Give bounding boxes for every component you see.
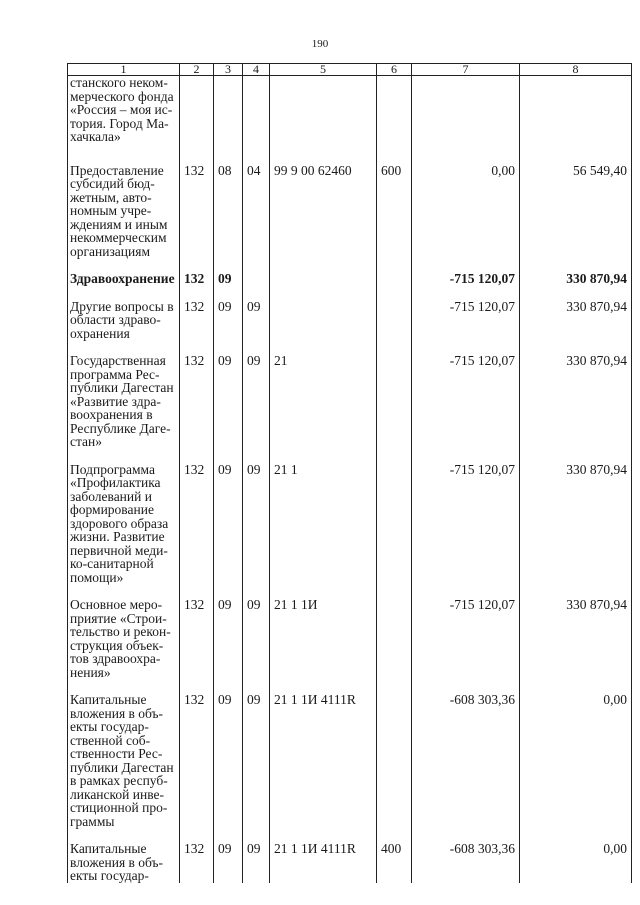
- chapter-code-cell: 08: [214, 144, 243, 259]
- chapter-code-cell: 09: [214, 340, 243, 449]
- row-name-cell: [68, 76, 180, 144]
- row-name-line: ликанской инве-: [70, 786, 164, 802]
- amount-change-cell: -715 120,07: [412, 340, 520, 449]
- row-name-line: Здравоохранение: [70, 271, 175, 286]
- budget-table: [67, 63, 632, 883]
- amount-change-cell: -608 303,36: [412, 828, 520, 883]
- amount-total-cell: 0,00: [520, 679, 632, 828]
- row-name-line: Другие вопросы в: [70, 298, 174, 314]
- target-article-cell: 99 9 00 62460: [270, 144, 377, 259]
- section-code-cell: 132: [180, 449, 214, 585]
- expense-type-cell: [377, 584, 412, 679]
- subsection-code-cell: 04: [243, 144, 270, 259]
- row-name-cell: [68, 258, 180, 286]
- row-name-line: ственной соб-: [70, 732, 151, 748]
- table-row: [68, 828, 632, 883]
- target-article-cell: 21 1: [270, 449, 377, 585]
- row-name-line: тов здравоохра-: [70, 651, 161, 666]
- row-name-line: Капитальные: [70, 841, 147, 856]
- row-name-line: хачкала»: [70, 129, 121, 144]
- row-name-line: здорового образа: [70, 515, 169, 531]
- expense-type-cell: [377, 258, 412, 286]
- row-name-line: тельство и рекон-: [70, 624, 171, 639]
- subsection-code-cell: 09: [243, 584, 270, 679]
- section-code-cell: 132: [180, 286, 214, 341]
- row-name-line: екты государ-: [70, 868, 149, 883]
- target-article-cell: 21 1 1И 4111R: [270, 828, 377, 883]
- subsection-code-cell: 09: [243, 679, 270, 828]
- section-code-cell: 132: [180, 340, 214, 449]
- row-name-line: Республике Даге-: [70, 420, 171, 436]
- row-name-line: ственности Рес-: [70, 746, 163, 761]
- table-body: [68, 76, 632, 883]
- subsection-code-cell: 09: [243, 828, 270, 883]
- row-name-line: программа Рес-: [70, 366, 160, 382]
- subsection-code-cell: [243, 258, 270, 286]
- expense-type-cell: [377, 679, 412, 828]
- row-name-line: ждениям и иным: [70, 216, 168, 232]
- row-name-line: некоммерческим: [70, 230, 167, 245]
- row-name-line: жетным, авто-: [70, 189, 152, 205]
- expense-type-cell: [377, 340, 412, 449]
- amount-change-cell: -715 120,07: [412, 258, 520, 286]
- row-name-cell: [68, 584, 180, 679]
- row-name-line: заболеваний и: [70, 488, 152, 504]
- column-header: 1: [68, 64, 180, 76]
- row-name-line: стан»: [70, 434, 103, 449]
- row-name-line: нения»: [70, 664, 111, 680]
- section-code-cell: 132: [180, 144, 214, 259]
- target-article-cell: 21: [270, 340, 377, 449]
- header-row: [68, 64, 632, 76]
- chapter-code-cell: 09: [214, 679, 243, 828]
- row-name-line: охранения: [70, 325, 130, 341]
- table-row: [68, 144, 632, 259]
- row-name-line: «Развитие здра-: [70, 393, 161, 409]
- row-name-line: организациям: [70, 243, 151, 259]
- target-article-cell: [270, 286, 377, 341]
- section-code-cell: 132: [180, 258, 214, 286]
- amount-total-cell: 330 870,94: [520, 584, 632, 679]
- table-row: [68, 584, 632, 679]
- row-name-cell: [68, 286, 180, 341]
- row-name-line: жизни. Развитие: [70, 529, 165, 544]
- subsection-code-cell: [243, 76, 270, 144]
- column-header: 4: [243, 64, 270, 76]
- row-name-line: екты государ-: [70, 719, 149, 734]
- chapter-code-cell: 09: [214, 584, 243, 679]
- target-article-cell: 21 1 1И: [270, 584, 377, 679]
- table-row: [68, 340, 632, 449]
- amount-change-cell: -608 303,36: [412, 679, 520, 828]
- section-code-cell: 132: [180, 828, 214, 883]
- amount-total-cell: 56 549,40: [520, 144, 632, 259]
- row-name-line: помощи»: [70, 569, 124, 585]
- column-header: 6: [377, 64, 412, 76]
- amount-total-cell: 330 870,94: [520, 340, 632, 449]
- row-name-cell: [68, 144, 180, 259]
- table-row: [68, 449, 632, 585]
- row-name-line: вложения в объ-: [70, 854, 164, 870]
- expense-type-cell: [377, 449, 412, 585]
- target-article-cell: [270, 76, 377, 144]
- row-name-line: тория. Город Ма-: [70, 115, 169, 131]
- column-header: 8: [520, 64, 632, 76]
- row-name-line: Капитальные: [70, 692, 147, 707]
- table-row: [68, 679, 632, 828]
- amount-total-cell: 0,00: [520, 828, 632, 883]
- table-row: [68, 258, 632, 286]
- amount-change-cell: 0,00: [412, 144, 520, 259]
- column-header: 5: [270, 64, 377, 76]
- row-name-line: Государственная: [70, 353, 166, 368]
- chapter-code-cell: [214, 76, 243, 144]
- row-name-line: воохранения в: [70, 407, 153, 422]
- row-name-line: Подпрограмма: [70, 461, 155, 477]
- row-name-line: в рамках респуб-: [70, 773, 168, 788]
- table-row: [68, 286, 632, 341]
- target-article-cell: [270, 258, 377, 286]
- row-name-line: первичной меди-: [70, 542, 168, 558]
- amount-total-cell: 330 870,94: [520, 258, 632, 286]
- row-name-cell: [68, 828, 180, 883]
- subsection-code-cell: 09: [243, 340, 270, 449]
- section-code-cell: 132: [180, 584, 214, 679]
- amount-change-cell: [412, 76, 520, 144]
- row-name-line: субсидий бюд-: [70, 176, 155, 191]
- amount-total-cell: 330 870,94: [520, 449, 632, 585]
- expense-type-cell: [377, 286, 412, 341]
- row-name-line: публики Дагестан: [70, 759, 174, 775]
- target-article-cell: 21 1 1И 4111R: [270, 679, 377, 828]
- row-name-cell: [68, 679, 180, 828]
- row-name-line: граммы: [70, 813, 115, 829]
- row-name-line: стиционной про-: [70, 800, 168, 815]
- row-name-line: номным учре-: [70, 203, 152, 218]
- page-number: 190: [311, 38, 329, 50]
- subsection-code-cell: 09: [243, 286, 270, 341]
- row-name-cell: [68, 340, 180, 449]
- section-code-cell: 132: [180, 679, 214, 828]
- row-name-line: вложения в объ-: [70, 705, 164, 721]
- row-name-line: области здраво-: [70, 312, 161, 327]
- chapter-code-cell: 09: [214, 286, 243, 341]
- row-name-line: приятие «Строи-: [70, 610, 167, 626]
- expense-type-cell: 400: [377, 828, 412, 883]
- row-name-line: Предоставление: [70, 162, 164, 178]
- section-code-cell: [180, 76, 214, 144]
- amount-total-cell: 330 870,94: [520, 286, 632, 341]
- row-name-line: «Россия – моя ис-: [70, 102, 173, 117]
- row-name-line: формирование: [70, 502, 154, 517]
- amount-change-cell: -715 120,07: [412, 449, 520, 585]
- expense-type-cell: [377, 76, 412, 144]
- table-row: [68, 76, 632, 144]
- expense-type-cell: 600: [377, 144, 412, 259]
- row-name-line: мерческого фонда: [70, 88, 174, 104]
- row-name-line: станского неком-: [70, 75, 168, 90]
- row-name-cell: [68, 449, 180, 585]
- row-name-line: струкция объек-: [70, 637, 164, 653]
- column-header: 3: [214, 64, 243, 76]
- row-name-line: ко-санитарной: [70, 556, 154, 571]
- chapter-code-cell: 09: [214, 258, 243, 286]
- column-header: 7: [412, 64, 520, 76]
- amount-total-cell: [520, 76, 632, 144]
- column-header: 2: [180, 64, 214, 76]
- row-name-line: публики Дагестан: [70, 380, 174, 395]
- subsection-code-cell: 09: [243, 449, 270, 585]
- row-name-line: «Профилактика: [70, 475, 161, 490]
- amount-change-cell: -715 120,07: [412, 286, 520, 341]
- chapter-code-cell: 09: [214, 449, 243, 585]
- chapter-code-cell: 09: [214, 828, 243, 883]
- row-name-line: Основное меро-: [70, 597, 163, 612]
- amount-change-cell: -715 120,07: [412, 584, 520, 679]
